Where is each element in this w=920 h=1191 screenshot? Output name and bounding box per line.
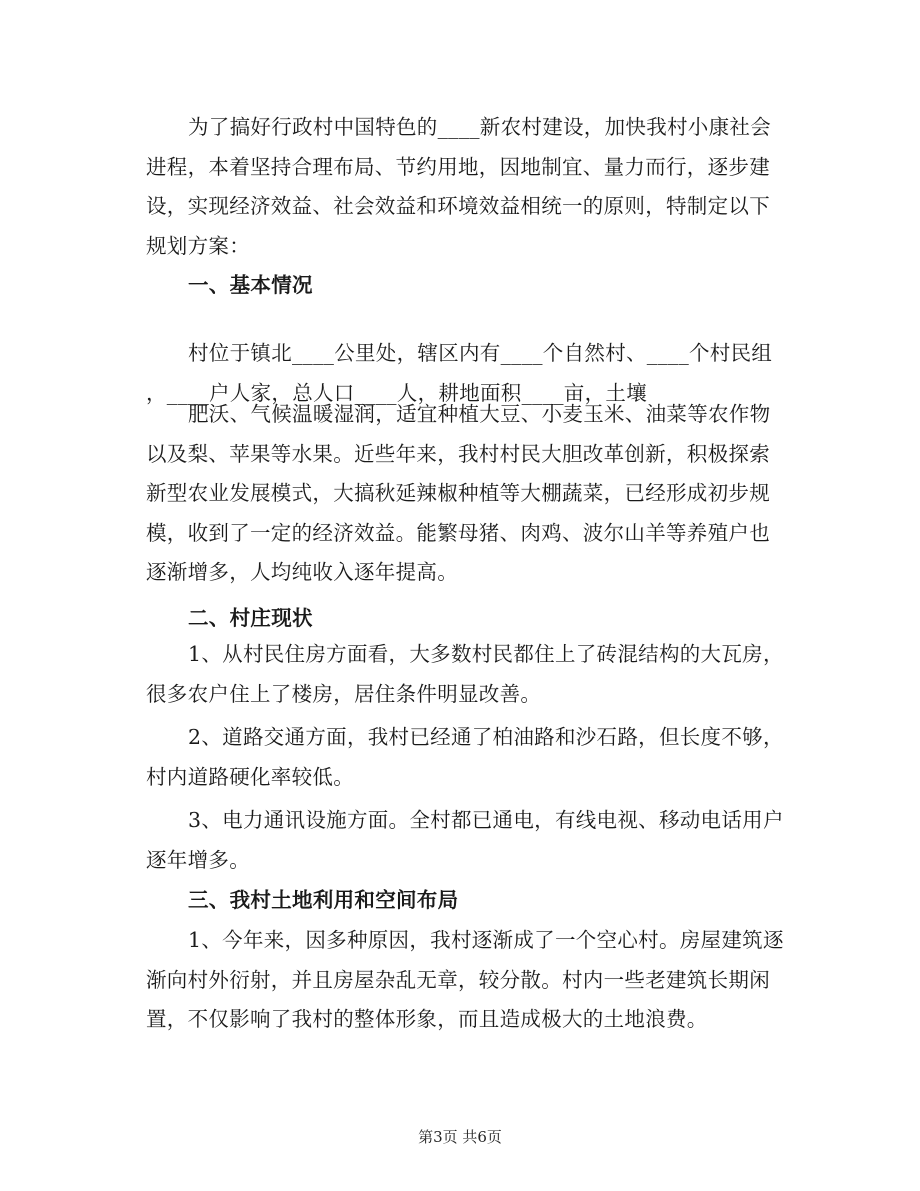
basic-situation-paragraph-2 bbox=[146, 395, 786, 593]
paragraph-line: 逐年增多。 bbox=[146, 847, 250, 872]
paragraph-line: ，____户人家，总人口____人，耕地面积____亩，土壤 bbox=[146, 380, 647, 405]
page-number-footer: 第3页 共6页 bbox=[418, 1128, 502, 1146]
section-heading-basic-situation bbox=[146, 266, 786, 306]
section-heading-village-status bbox=[146, 599, 786, 639]
section-heading-land-use bbox=[146, 881, 786, 921]
section-heading-text: 二、村庄现状 bbox=[188, 606, 313, 630]
paragraph-line: 新型农业发展模式，大搞秋延辣椒种植等大棚蔬菜，已经形成初步规 bbox=[146, 481, 770, 505]
paragraph-line: 肥沃、气候温暖湿润，适宜种植大豆、小麦玉米、油菜等农作物 bbox=[188, 402, 771, 426]
intro-paragraph bbox=[146, 108, 786, 266]
paragraph-line: 规划方案： bbox=[146, 233, 250, 258]
paragraph-line: 1、从村民住房方面看，大多数村民都住上了砖混结构的大瓦房， bbox=[188, 642, 784, 666]
paragraph-line: 1、今年来，因多种原因，我村逐渐成了一个空心村。房屋建筑逐 bbox=[188, 928, 784, 952]
paragraph-line: 逐渐增多，人均纯收入逐年提高。 bbox=[146, 560, 458, 584]
paragraph-line: 设，实现经济效益、社会效益和环境效益相统一的原则，特制定以下 bbox=[146, 194, 770, 218]
section-heading-text: 一、基本情况 bbox=[188, 273, 313, 297]
section-heading-text: 三、我村土地利用和空间布局 bbox=[188, 888, 459, 912]
village-status-item-3 bbox=[146, 801, 786, 880]
paragraph-line: 置，不仅影响了我村的整体形象，而且造成极大的土地浪费。 bbox=[146, 1007, 708, 1031]
paragraph-line: 以及梨、苹果等水果。近些年来，我村村民大胆改革创新，积极探索 bbox=[146, 441, 770, 466]
paragraph-line: 村内道路硬化率较低。 bbox=[146, 764, 354, 789]
paragraph-line: 进程，本着坚持合理布局、节约用地，因地制宜、量力而行，逐步建 bbox=[146, 154, 770, 179]
land-use-item-1 bbox=[146, 921, 786, 1040]
village-status-item-2 bbox=[146, 718, 786, 797]
paragraph-line: 模，收到了一定的经济效益。能繁母猪、肉鸡、波尔山羊等养殖户也 bbox=[146, 520, 770, 545]
paragraph-line: 2、道路交通方面，我村已经通了柏油路和沙石路，但长度不够， bbox=[188, 725, 784, 749]
paragraph-line: 渐向村外衍射，并且房屋杂乱无章，较分散。村内一些老建筑长期闲 bbox=[146, 967, 770, 992]
paragraph-line: 很多农户住上了楼房，居住条件明显改善。 bbox=[146, 681, 542, 706]
paragraph-line: 3、电力通讯设施方面。全村都已通电，有线电视、移动电话用户 bbox=[188, 808, 784, 832]
paragraph-line: 村位于镇北____公里处，辖区内有____个自然村、____个村民组 bbox=[188, 341, 773, 365]
paragraph-line: 为了搞好行政村中国特色的____新农村建设，加快我村小康社会 bbox=[188, 115, 771, 139]
village-status-item-1 bbox=[146, 635, 786, 714]
